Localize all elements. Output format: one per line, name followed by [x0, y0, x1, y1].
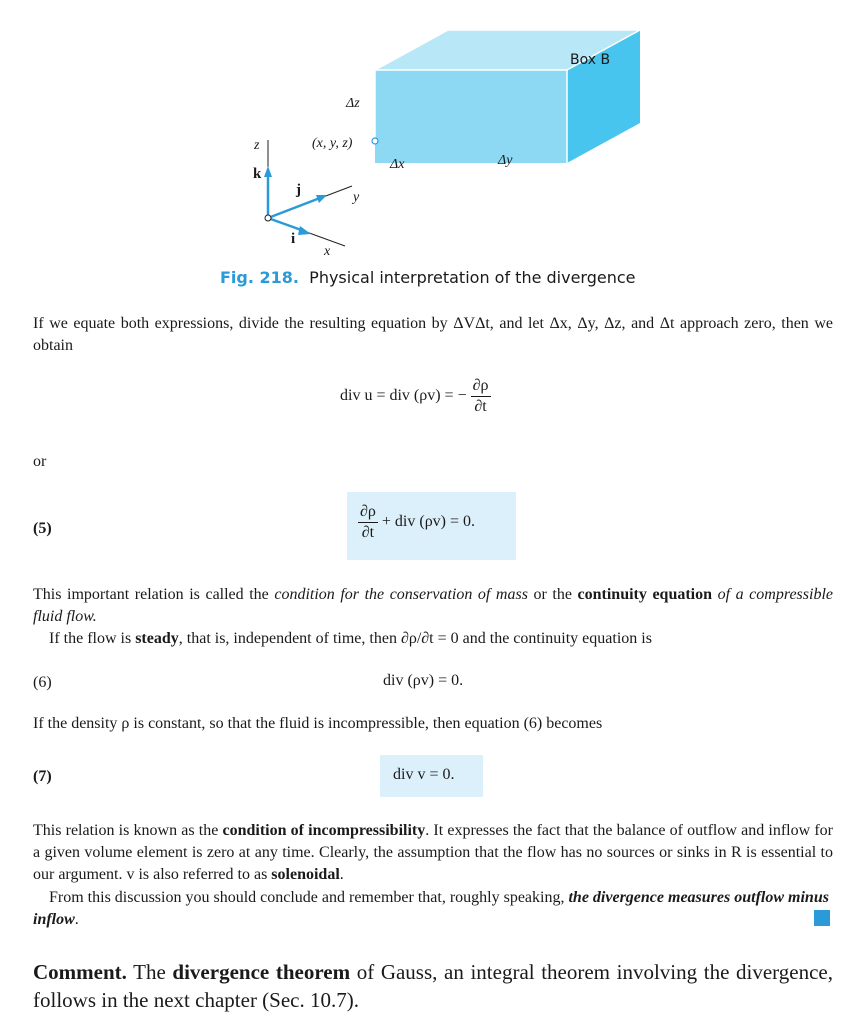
or-text: or — [33, 453, 47, 470]
paragraph-3 — [49, 628, 839, 650]
p6-divergence-measures: the divergence measures outflow minus inflow — [33, 889, 829, 928]
paragraph-1: If we equate both expressions, divide the resulting equation by ΔVΔt, and let Δx, Δy, Δz, and Δt approach zero, then we obtain — [33, 315, 833, 354]
eq6-label: (6) — [33, 674, 52, 691]
p6-text-a: From this discussion you should conclude and remember that, roughly speaking, — [49, 889, 569, 906]
comment-text-a: The — [126, 960, 173, 984]
p3-steady: steady — [135, 630, 179, 647]
p2-text-c: or the — [527, 586, 578, 603]
equation-5 — [358, 502, 475, 543]
axis-y-label: y — [353, 190, 360, 205]
vector-j-label: j — [296, 182, 301, 198]
caption-text: Physical interpretation of the divergence — [309, 268, 636, 287]
eq4-fraction — [471, 376, 491, 417]
eq4-numerator: ∂ρ — [471, 376, 491, 397]
label-point: (x, y, z) — [312, 136, 353, 151]
box-label: Box B — [570, 52, 611, 68]
label-dx: Δx — [390, 157, 405, 172]
p5-text-e: . — [339, 866, 344, 883]
label-dz: Δz — [346, 96, 360, 111]
axis-x-label: x — [324, 244, 331, 259]
eq5-fraction — [358, 502, 378, 543]
equation-4 — [340, 376, 491, 417]
p3-text-c: , that is, independent of time, then ∂ρ/∂t = 0 and the continuity equation is — [178, 630, 652, 647]
p2-conservation-of-mass: condition for the conservation of mass — [274, 586, 528, 603]
vector-j — [268, 198, 320, 218]
paragraph-2 — [33, 584, 833, 628]
figure-caption — [220, 268, 636, 287]
paragraph-4: If the density ρ is constant, so that the fluid is incompressible, then equation (6) becomes — [33, 715, 603, 732]
paragraph-6 — [33, 887, 833, 931]
comment-text-c: of Gauss, an integral theorem involving the divergence, follows in the next chapter (Sec. 10.7). — [33, 960, 834, 1012]
eq5-label: (5) — [33, 520, 52, 537]
eq5-denominator: ∂t — [361, 524, 375, 541]
corner-point — [372, 138, 378, 144]
figure-218 — [0, 0, 852, 270]
eq7-label: (7) — [33, 768, 52, 785]
axis-z-label: z — [254, 138, 260, 153]
vector-i-label: i — [291, 231, 296, 247]
label-dy: Δy — [498, 153, 513, 168]
eq5-numerator: ∂ρ — [358, 502, 378, 523]
p2-continuity-equation: continuity equation — [577, 586, 713, 603]
p5-text-c: . It expresses the fact that the balance of outflow and inflow for a given volume element is zero at any time. Clearly, the assumption that the flow has no sources or sinks in R is essential to our argument. v is also referred to as — [33, 822, 833, 883]
comment-paragraph — [33, 958, 833, 1014]
p3-text-a: If the flow is — [49, 630, 136, 647]
p2-text-a: This important relation is called the — [33, 586, 275, 603]
comment-divergence-theorem: divergence theorem — [172, 960, 351, 984]
eq4-denominator: ∂t — [474, 398, 487, 415]
vector-i — [268, 218, 304, 231]
end-of-proof-square — [814, 910, 830, 926]
caption-number: Fig. 218. — [220, 268, 299, 287]
vector-k-label: k — [253, 166, 262, 182]
p5-text-a: This relation is known as the — [33, 822, 223, 839]
eq5-right: + div (ρv) = 0. — [381, 513, 476, 531]
comment-label: Comment. — [33, 960, 127, 984]
box-front-face — [375, 70, 567, 163]
paragraph-5 — [33, 820, 833, 886]
eq4-left: div u = div (ρv) = − — [340, 387, 467, 405]
p2-text-e: of a compressible fluid flow. — [33, 586, 834, 625]
p5-solenoidal: solenoidal — [271, 866, 340, 883]
p6-text-c: . — [74, 911, 79, 928]
equation-6: div (ρv) = 0. — [383, 672, 464, 689]
p5-incompressibility: condition of incompressibility — [222, 822, 426, 839]
equation-7: div v = 0. — [393, 766, 455, 783]
